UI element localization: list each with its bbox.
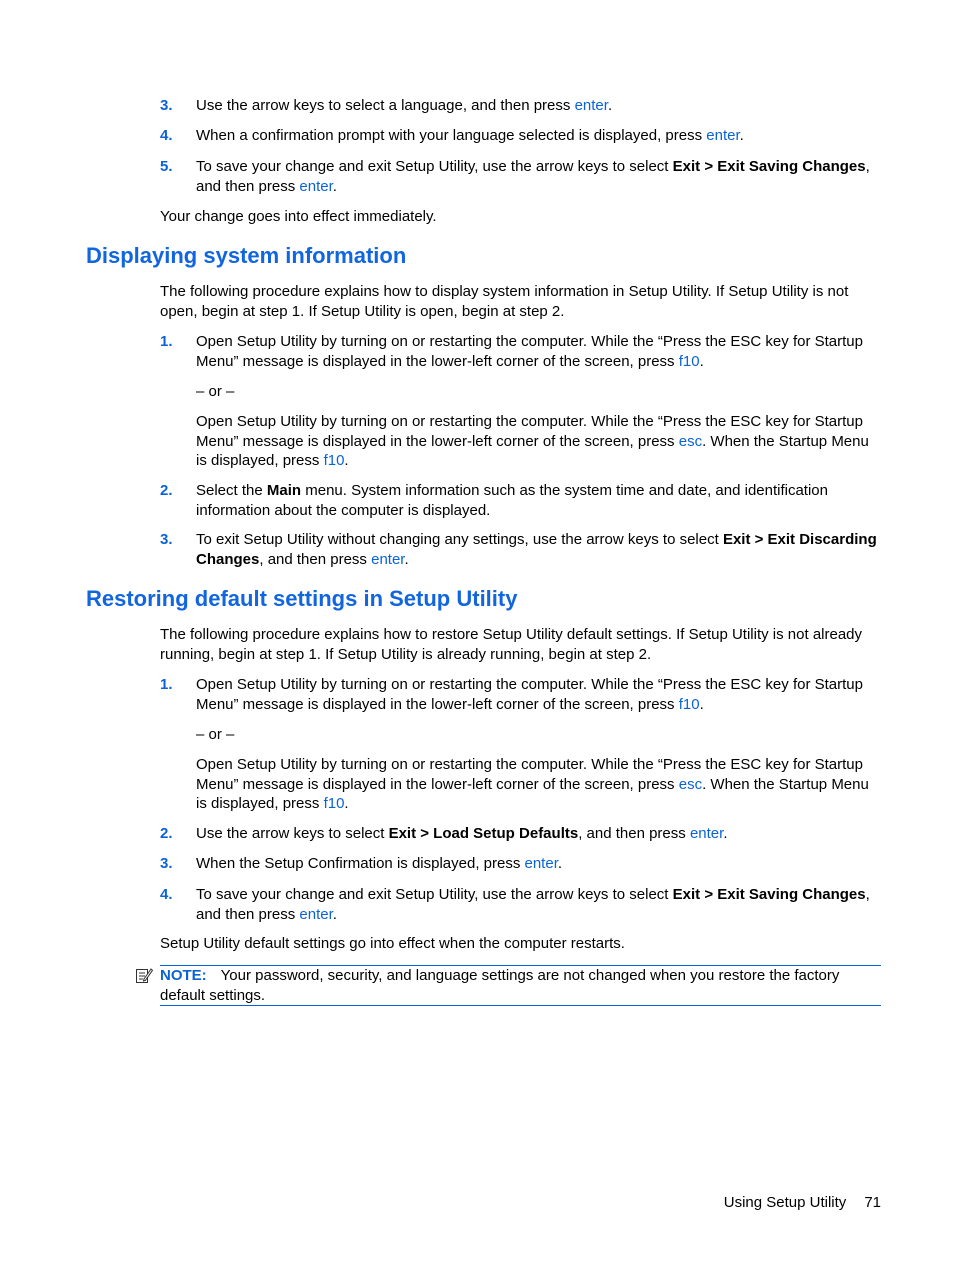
punct: . [699,695,704,713]
menu-path: Exit > Exit Saving Changes [672,158,866,175]
key-enter: enter [371,550,405,568]
punct: . [699,352,704,370]
menu-path: Exit > Exit Discarding Changes [196,531,877,568]
punct: . [404,550,409,568]
or-separator: – or – [196,383,235,400]
step-number: 2. [160,825,173,842]
section2-step-2 [160,824,880,844]
step-text: Open Setup Utility by turning on or restarting the computer. While the “Press the ESC key for Startup Menu” message is displayed in the lower-left corner of the screen, press [196,413,863,450]
punct: . [607,97,613,114]
step-text: Open Setup Utility by turning on or restarting the computer. While the “Press the ESC key for Startup Menu” message is displayed in the lower-left corner of the screen, press [196,676,863,713]
punct: . [344,452,349,469]
section2-step-1-alt [196,755,880,814]
step-text: Select the [196,482,267,499]
key-esc: esc [678,432,703,450]
step-text: To save your change and exit Setup Utility, use the arrow keys to select [196,886,673,903]
footer-chapter-title: Using Setup Utility [723,1194,847,1211]
step-number: 4. [160,127,173,144]
section-heading-displaying-system-information: Displaying system information [86,243,407,268]
step-text: To exit Setup Utility without changing any settings, use the arrow keys to select [196,531,723,548]
section2-after-text: Setup Utility default settings go into effect when the computer restarts. [160,935,625,952]
intro-after-text: Your change goes into effect immediately. [160,208,437,225]
step-number: 5. [160,158,173,175]
step-number: 4. [160,886,173,903]
section1-step-3 [160,530,880,569]
step-text: , and then press [196,886,870,923]
punct: . [344,795,349,812]
or-separator: – or – [196,726,235,743]
note-label: NOTE: [160,967,207,984]
key-enter: enter [706,127,740,144]
key-enter: enter [574,97,608,114]
section1-step-1 [160,332,880,371]
step-number: 3. [160,531,173,548]
intro-step-5 [160,157,880,196]
intro-step-4 [160,126,880,146]
key-enter: enter [299,177,333,195]
step-number: 3. [160,855,173,872]
note-text: Your password, security, and language settings are not changed when you restore the factory default settings. [160,967,840,1004]
section1-intro: The following procedure explains how to display system information in Setup Utility. If Setup Utility is not open, begin at step 1. If Setup Utility is open, begin at step 2. [160,283,849,320]
punct: . [332,177,337,195]
key-f10: f10 [678,695,700,713]
note-icon [135,966,153,984]
page-number: 71 [864,1194,881,1211]
step-text: . When the Startup Menu is displayed, press [196,432,869,469]
step-text: . When the Startup Menu is displayed, press [196,775,869,812]
step-number: 1. [160,676,173,693]
section2-step-1 [160,675,880,714]
step-text: Open Setup Utility by turning on or restarting the computer. While the “Press the ESC key for Startup Menu” message is displayed in the lower-left corner of the screen, press [196,333,863,370]
key-f10: f10 [678,352,700,370]
step-number: 2. [160,482,173,499]
menu-name: Main [266,482,302,499]
step-text: When the Setup Confirmation is displayed, press [196,855,525,872]
key-enter: enter [689,825,724,842]
step-text: , and then press [259,550,372,568]
page-footer [700,1193,881,1213]
step-number: 3. [160,97,173,114]
step-text: When a confirmation prompt with your language selected is displayed, press [196,127,707,144]
step-number: 1. [160,333,173,350]
note-box [160,965,881,1006]
section2-step-3 [160,854,880,874]
menu-path: Exit > Load Setup Defaults [388,825,579,842]
key-f10: f10 [323,795,345,812]
punct: . [332,905,337,923]
step-text: Use the arrow keys to select a language, and then press [196,97,575,114]
punct: . [723,825,728,842]
step-text: To save your change and exit Setup Utility, use the arrow keys to select [196,158,673,175]
key-enter: enter [524,855,558,872]
key-esc: esc [678,775,703,793]
step-text: , and then press [196,158,870,195]
section1-step-2 [160,481,880,520]
section-heading-restoring-default-settings: Restoring default settings in Setup Utility [86,586,518,611]
punct: . [557,855,563,872]
section2-step-4 [160,885,880,924]
step-text: Open Setup Utility by turning on or restarting the computer. While the “Press the ESC key for Startup Menu” message is displayed in the lower-left corner of the screen, press [196,756,863,793]
section1-step-1-alt [196,412,880,471]
key-enter: enter [299,905,333,923]
menu-path: Exit > Exit Saving Changes [672,886,866,903]
section2-intro: The following procedure explains how to restore Setup Utility default settings. If Setup Utility is not already running, begin at step 1. If Setup Utility is already running, begin at step 2. [160,626,863,663]
intro-step-3 [160,96,880,116]
punct: . [739,127,744,144]
step-text: , and then press [578,825,690,842]
step-text: menu. System information such as the system time and date, and identification information about the computer is displayed. [196,482,828,519]
key-f10: f10 [323,452,345,469]
step-text: Use the arrow keys to select [196,825,389,842]
